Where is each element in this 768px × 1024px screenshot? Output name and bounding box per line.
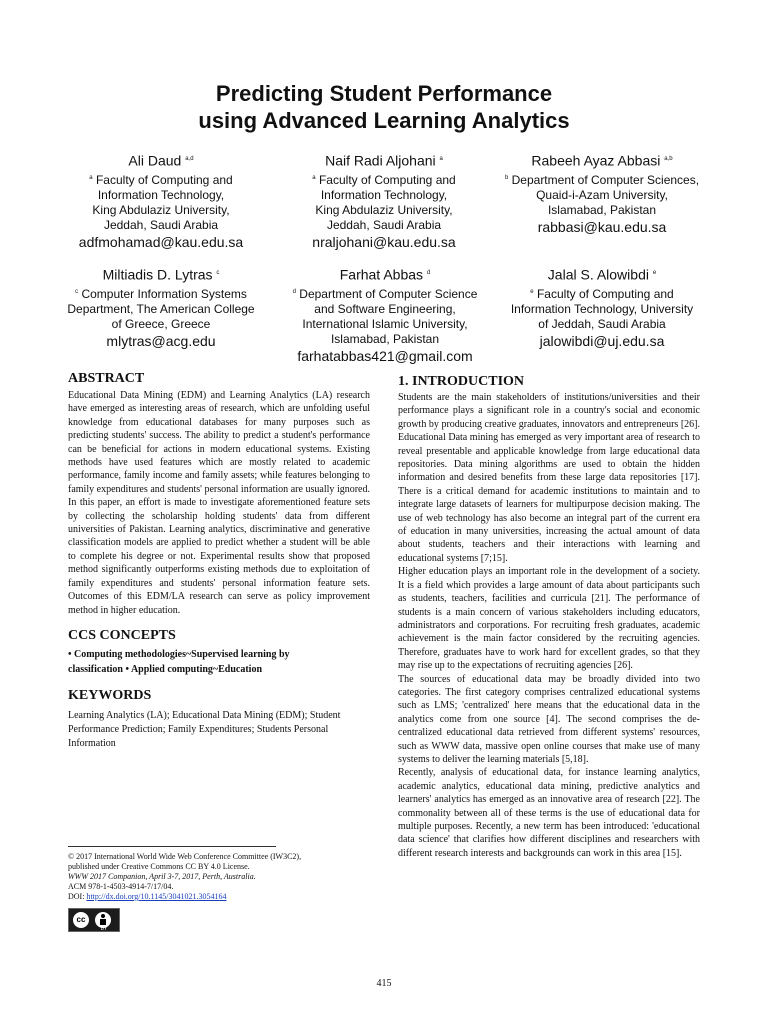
copyright-footnote: © 2017 International World Wide Web Conference Committee (IW3C2), published under Creative Commons CC BY 4.0 License. WWW 2017 Companion, April 3-7, 2017, Perth, Australia. ACM 978-1-4503-4914-7/17/04. DOI: http://dx.doi.org/10.1145/3041021.3054164: [68, 852, 302, 901]
author-affiliation: $^c$ Computer Information Systems Department, The American College of Greece, Greece: [67, 286, 255, 331]
author-email: farhatabbas421@gmail.com: [297, 347, 473, 364]
author-block-6: [497, 264, 707, 350]
affiliation-superscript: a: [312, 174, 316, 181]
affiliation-superscript: e: [530, 288, 534, 295]
affiliation-superscript: b: [504, 174, 509, 181]
abstract-heading: ABSTRACT: [68, 371, 145, 386]
author-block-1: [61, 150, 261, 251]
paper-title-line-1: Predicting Student Performance: [215, 81, 553, 106]
doi-link[interactable]: http://dx.doi.org/10.1145/3041021.3054164: [86, 892, 227, 901]
paper-title-line-2: using Advanced Learning Analytics: [198, 108, 570, 133]
intro-paragraph-2: Higher education plays an important role in the development of a society. It is a field which provides a large amount of data about participants such as students, teachers, facilities and curricula [21]. The performance of students is a main concern of various stakeholders including educators, administrators and corporations. For recruiting fresh graduates, academic achievement is the main factor considered by the recruiting agencies. Therefore, graduates have to work hard for excellent grades, so that they may rise up to the expectations of recruiting agencies [26].: [398, 566, 700, 672]
intro-paragraph-1: Students are the main stakeholders of institutions/universities and their performance plays a significant role in a country's social and economic growth by producing creative graduates, innovators and entrepreneurs [26]. Educational Data mining has emerged as very important area of research to reveal presentable and applicable knowledge from large educational data repositories. Data mining algorithms are used to obtain the hidden information and desired benefits from these large data repositories [17]. There is a critical demand for academic institutions to maintain and to integrate large datasets of learners for multipurpose decision making. The use of web technology has also become an integral part of the current era of education in many universities, increasing the actual amount of data about students, teachers and their interactions with learning and educational systems [7;15].: [398, 392, 700, 564]
author-email: nraljohani@kau.edu.sa: [312, 233, 456, 250]
author-name: Miltiadis D. Lytras: [102, 266, 213, 283]
author-affiliation: $^e$ Faculty of Computing and Information Technology, University of Jeddah, Saudi Arabia: [510, 286, 694, 331]
abstract-text: Educational Data Mining (EDM) and Learning Analytics (LA) research have emerged as interesting areas of research, which are unfolding useful knowledge from educational databases for many purposes such as predicting students' success. The ability to predict a student's performance can be beneficial for actions in modern educational systems. Existing methods have used features which are mostly related to academic performance, family income and family assets; while features belonging to family expenditures and students' personal information are usually ignored. In this paper, an effort is made to investigate aforementioned feature sets by collecting the scholarship holding students' data from different universities of Pakistan. Learning analytics, discriminative and generative classification models are applied to predict whether a student will be able to complete his degree or not. Experimental results show that proposed method significantly outperforms existing methods due to exploitation of family expenditures and students' personal information feature sets. Outcomes of this EDM/LA research can serve as policy improvement method in higher education.: [68, 390, 370, 616]
author-superscript: c: [216, 270, 220, 276]
affiliation-superscript: c: [75, 288, 79, 295]
author-name: Naif Radi Aljohani: [325, 152, 436, 169]
author-superscript: a: [439, 156, 443, 162]
author-affiliation: $^a$ Faculty of Computing and Information Technology, King Abdulaziz University, Jeddah, Saudi Arabia: [89, 172, 233, 232]
author-email: rabbasi@kau.edu.sa: [537, 218, 667, 235]
author-name: Jalal S. Alowibdi: [547, 266, 649, 283]
author-name: Farhat Abbas: [339, 266, 424, 283]
author-superscript: a,b: [664, 156, 673, 162]
affiliation-superscript: d: [292, 288, 296, 295]
author-block-2: [284, 150, 484, 251]
page-number: 415: [376, 978, 392, 989]
creative-commons-by-icon: [68, 908, 120, 932]
keywords-text: Learning Analytics (LA); Educational Data Mining (EDM); Student Performance Prediction; Family Expenditures; Students Personal Information: [68, 709, 341, 749]
paper-title: [0, 80, 768, 134]
author-block-3: [497, 150, 707, 236]
author-superscript: a,d: [185, 156, 194, 162]
author-block-5: [280, 264, 490, 365]
author-name: Rabeeh Ayaz Abbasi: [531, 152, 661, 169]
affiliation-superscript: a: [89, 174, 93, 181]
right-column: [398, 373, 700, 860]
author-email: jalowibdi@uj.edu.sa: [539, 332, 665, 349]
author-affiliation: $^b$ Department of Computer Sciences, Quaid-i-Azam University, Islamabad, Pakistan: [504, 172, 700, 217]
intro-paragraph-3: The sources of educational data may be broadly divided into two categories. The first category comprises centralized educational systems such as LMS; 'centralized' here means that the educational data in the analytics come from one source [4]. The second comprises the de-centralized educational data retrieved from different systems' resources, such as WWW data, massive open online courses that make use of many systems to deliver the learning materials [5,18].: [398, 673, 700, 765]
author-superscript: d: [426, 270, 431, 276]
author-name: Ali Daud: [128, 152, 182, 169]
ccs-concepts: • Computing methodologies~Supervised learning by classification • Applied computing~Education: [68, 648, 290, 675]
left-column: [68, 370, 370, 751]
keywords-heading: KEYWORDS: [68, 687, 152, 703]
author-block-4: [61, 264, 261, 350]
intro-paragraph-4: Recently, analysis of educational data, for instance learning analytics, academic analytics, educational data mining, predictive analytics and learners' analytics has emerged as an innovative area of research [22]. The commonality between all of these terms is the use of educational data for multiple purposes. Recently, a new term has been introduced: 'educational data science' that clarifies how different disciplines and researchers with different research interests and backgrounds can work in this area [15].: [398, 767, 700, 859]
author-affiliation: $^d$ Department of Computer Science and Software Engineering, International Islamic University, Islamabad, Pakistan: [292, 286, 478, 346]
author-superscript: e: [652, 270, 657, 276]
ccs-heading: CCS CONCEPTS: [68, 627, 176, 643]
author-email: adfmohamad@kau.edu.sa: [78, 233, 244, 250]
cc-icon: cc: [73, 912, 89, 928]
author-email: mlytras@acg.edu: [106, 332, 216, 349]
by-label: BY: [100, 926, 108, 932]
author-affiliation: $^a$ Faculty of Computing and Information Technology, King Abdulaziz University, Jeddah, Saudi Arabia: [312, 172, 456, 232]
introduction-heading: 1. INTRODUCTION: [398, 374, 525, 389]
